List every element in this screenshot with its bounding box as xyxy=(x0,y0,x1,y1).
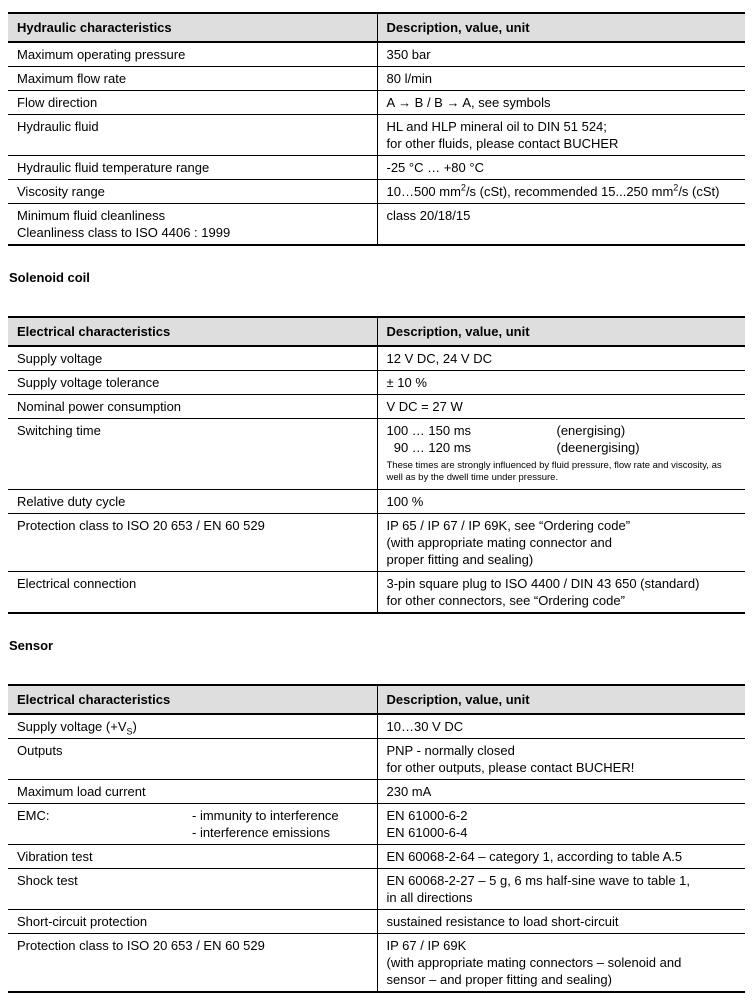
text-segment: Supply voltage xyxy=(17,351,103,366)
left-text: 100 … 150 ms xyxy=(386,423,472,438)
text-segment: in all directions xyxy=(386,890,473,905)
value-cell xyxy=(377,804,745,845)
spec-row xyxy=(8,714,745,739)
text-segment: S xyxy=(126,726,133,737)
parameter-cell xyxy=(8,42,377,67)
text-line xyxy=(17,398,369,415)
text-line xyxy=(387,118,738,135)
text-line xyxy=(387,913,738,930)
parameter-cell xyxy=(8,91,377,115)
text-line xyxy=(17,937,369,954)
text-line xyxy=(17,872,369,889)
text-line xyxy=(17,783,369,800)
value-cell xyxy=(377,180,745,204)
table-header xyxy=(8,13,745,42)
text-segment: 10…30 V DC xyxy=(386,719,464,734)
text-segment: (with appropriate mating connector and xyxy=(386,535,612,550)
text-line xyxy=(387,46,738,63)
text-line xyxy=(387,954,738,971)
value-cell xyxy=(377,934,745,993)
spec-row xyxy=(8,156,745,180)
text-line xyxy=(387,398,738,415)
right-text: (deenergising) xyxy=(556,440,640,455)
parameter-cell xyxy=(8,804,377,845)
value-cell xyxy=(377,739,745,780)
spec-row xyxy=(8,739,745,780)
parameter-cell xyxy=(8,490,377,514)
text-segment: HL and HLP mineral oil to DIN 51 524; xyxy=(386,119,607,134)
text-line xyxy=(387,718,738,735)
parameter-cell xyxy=(8,115,377,156)
text-line xyxy=(387,824,738,841)
value-cell xyxy=(377,490,745,514)
value-cell xyxy=(377,67,745,91)
text-line xyxy=(387,135,738,152)
text-line xyxy=(387,551,738,568)
text-segment: 12 V DC, 24 V DC xyxy=(386,351,492,366)
text-segment: 2 xyxy=(460,182,466,193)
text-segment: EN 60068-2-27 – 5 g, 6 ms half-sine wave to table 1, xyxy=(386,873,691,888)
text-segment: IP 67 / IP 69K xyxy=(386,938,467,953)
parameter-cell xyxy=(8,572,377,614)
text-segment: sustained resistance to load short-circuit xyxy=(386,914,619,929)
text-segment: for other outputs, please contact BUCHER! xyxy=(386,760,635,775)
parameter-cell xyxy=(8,780,377,804)
text-line xyxy=(17,575,369,592)
value-cell xyxy=(377,572,745,614)
value-cell xyxy=(377,780,745,804)
parameter-cell xyxy=(8,869,377,910)
text-segment: Hydraulic fluid temperature range xyxy=(17,160,210,175)
spec-row xyxy=(8,514,745,572)
section-heading: Solenoid coil xyxy=(9,270,90,285)
column-header-parameter: Electrical characteristics xyxy=(8,317,377,346)
value-cell xyxy=(377,156,745,180)
table-body xyxy=(8,714,745,992)
section-hydraulic-characteristics xyxy=(8,12,745,246)
text-line xyxy=(387,937,738,954)
text-segment: Maximum load current xyxy=(17,784,146,799)
text-segment: Switching time xyxy=(17,423,101,438)
parameter-cell xyxy=(8,180,377,204)
value-cell xyxy=(377,514,745,572)
text-segment: for other fluids, please contact BUCHER xyxy=(386,136,619,151)
parameter-cell xyxy=(8,204,377,246)
text-line xyxy=(387,759,738,776)
text-segment: Protection class to ISO 20 653 / EN 60 529 xyxy=(17,938,265,953)
text-line xyxy=(17,183,369,200)
spec-row xyxy=(8,490,745,514)
text-segment: V DC = 27 W xyxy=(386,399,463,414)
text-segment: 3-pin square plug to ISO 4400 / DIN 43 650 (standard) xyxy=(386,576,700,591)
header-row xyxy=(8,317,745,346)
text-line xyxy=(387,783,738,800)
text-segment: Minimum fluid cleanliness xyxy=(17,208,166,223)
text-segment: EN 60068-2-64 – category 1, according to table A.5 xyxy=(386,849,683,864)
spec-row xyxy=(8,804,745,845)
text-segment: for other connectors, see “Ordering code” xyxy=(386,593,625,608)
parameter-cell xyxy=(8,514,377,572)
value-cell xyxy=(377,115,745,156)
right-text: - immunity to interference xyxy=(192,808,339,823)
two-column-line xyxy=(17,807,369,824)
spec-row xyxy=(8,910,745,934)
spec-row xyxy=(8,395,745,419)
text-line xyxy=(17,70,369,87)
text-line xyxy=(17,422,369,439)
footnote-text: These times are strongly influenced by fluid pressure, flow rate and viscosity, as well as by the dwell time under pressure. xyxy=(386,460,722,483)
column-header-parameter: Hydraulic characteristics xyxy=(8,13,377,42)
text-segment: Relative duty cycle xyxy=(17,494,126,509)
value-cell xyxy=(377,395,745,419)
text-line xyxy=(17,207,369,224)
text-segment: Short-circuit protection xyxy=(17,914,148,929)
spec-row xyxy=(8,42,745,67)
parameter-cell xyxy=(8,67,377,91)
text-segment: 10…500 mm xyxy=(386,184,461,199)
text-segment: /s (cSt), recommended 15...250 mm xyxy=(465,184,674,199)
text-line xyxy=(387,807,738,824)
text-segment: Hydraulic fluid xyxy=(17,119,99,134)
text-segment: -25 °C … +80 °C xyxy=(386,160,484,175)
text-line xyxy=(387,374,738,391)
text-segment: Supply voltage tolerance xyxy=(17,375,160,390)
spec-row xyxy=(8,419,745,490)
table-body xyxy=(8,42,745,245)
parameter-cell xyxy=(8,395,377,419)
two-column-line xyxy=(17,824,369,841)
text-segment: 80 l/min xyxy=(386,71,433,86)
parameter-cell xyxy=(8,739,377,780)
text-line xyxy=(387,971,738,988)
section-solenoid-coil xyxy=(8,270,745,614)
parameter-cell xyxy=(8,371,377,395)
text-line xyxy=(387,872,738,889)
text-line xyxy=(17,118,369,135)
spec-row xyxy=(8,91,745,115)
text-segment: 350 bar xyxy=(386,47,431,62)
text-line xyxy=(387,517,738,534)
text-segment: proper fitting and sealing) xyxy=(386,552,534,567)
text-segment: Vibration test xyxy=(17,849,93,864)
text-line xyxy=(387,848,738,865)
left-text xyxy=(17,824,192,841)
column-header-value: Description, value, unit xyxy=(377,317,745,346)
text-segment: 2 xyxy=(673,182,679,193)
text-line xyxy=(387,70,738,87)
text-segment: Electrical connection xyxy=(17,576,137,591)
left-text: 90 … 120 ms xyxy=(386,440,472,455)
value-cell xyxy=(377,42,745,67)
text-line xyxy=(387,889,738,906)
text-segment: ) xyxy=(132,719,137,734)
value-cell xyxy=(377,419,745,490)
spec-row xyxy=(8,869,745,910)
spec-row xyxy=(8,346,745,371)
text-segment: 100 % xyxy=(386,494,424,509)
text-line xyxy=(17,848,369,865)
left-text: EMC: xyxy=(17,808,50,823)
text-line xyxy=(17,374,369,391)
parameter-cell xyxy=(8,156,377,180)
text-segment: (with appropriate mating connectors – solenoid and xyxy=(386,955,682,970)
value-cell xyxy=(377,371,745,395)
text-segment: class 20/18/15 xyxy=(386,208,471,223)
right-text: (energising) xyxy=(556,423,626,438)
text-segment: Nominal power consumption xyxy=(17,399,182,414)
text-line xyxy=(17,493,369,510)
text-segment: IP 65 / IP 67 / IP 69K, see “Ordering code” xyxy=(386,518,631,533)
section-heading: Sensor xyxy=(9,638,54,653)
spec-row xyxy=(8,371,745,395)
text-segment: Protection class to ISO 20 653 / EN 60 529 xyxy=(17,518,265,533)
text-line xyxy=(17,517,369,534)
solenoid-coil-table xyxy=(8,316,745,614)
text-segment: Cleanliness class to ISO 4406 : 1999 xyxy=(17,225,231,240)
parameter-cell xyxy=(8,934,377,993)
text-line xyxy=(387,534,738,551)
parameter-cell xyxy=(8,346,377,371)
text-segment: PNP - normally closed xyxy=(386,743,515,758)
spec-row xyxy=(8,572,745,614)
value-cell xyxy=(377,869,745,910)
text-line xyxy=(17,913,369,930)
spec-row xyxy=(8,204,745,246)
spec-row xyxy=(8,845,745,869)
text-segment: EN 61000-6-2 xyxy=(386,808,468,823)
header-row xyxy=(8,685,745,714)
text-line xyxy=(387,94,738,111)
right-text: - interference emissions xyxy=(192,825,330,840)
spec-row xyxy=(8,115,745,156)
parameter-cell xyxy=(8,845,377,869)
text-line xyxy=(387,183,738,200)
parameter-cell xyxy=(8,714,377,739)
text-segment: sensor – and proper fitting and sealing) xyxy=(386,972,612,987)
text-line xyxy=(17,350,369,367)
text-segment: Viscosity range xyxy=(17,184,105,199)
text-segment: EN 61000-6-4 xyxy=(386,825,468,840)
column-header-value: Description, value, unit xyxy=(377,13,745,42)
spec-row xyxy=(8,780,745,804)
parameter-cell xyxy=(8,419,377,490)
text-line xyxy=(17,159,369,176)
spec-row xyxy=(8,180,745,204)
spec-row xyxy=(8,67,745,91)
value-cell xyxy=(377,204,745,246)
header-row xyxy=(8,13,745,42)
column-header-parameter: Electrical characteristics xyxy=(8,685,377,714)
text-segment: 230 mA xyxy=(386,784,432,799)
text-segment: ± 10 % xyxy=(386,375,427,390)
text-line xyxy=(17,718,369,735)
hydraulic-characteristics-table xyxy=(8,12,745,246)
text-line xyxy=(387,207,738,224)
table-header xyxy=(8,317,745,346)
text-segment: Shock test xyxy=(17,873,78,888)
text-line xyxy=(387,350,738,367)
value-cell xyxy=(377,346,745,371)
text-line xyxy=(17,46,369,63)
spec-row xyxy=(8,934,745,993)
column-header-value: Description, value, unit xyxy=(377,685,745,714)
text-segment: A → B / B → A, see symbols xyxy=(386,95,551,110)
parameter-cell xyxy=(8,910,377,934)
table-header xyxy=(8,685,745,714)
text-segment: Supply voltage (+V xyxy=(17,719,127,734)
text-line xyxy=(387,575,738,592)
value-cell xyxy=(377,714,745,739)
text-line xyxy=(387,742,738,759)
text-segment: Maximum flow rate xyxy=(17,71,127,86)
text-line xyxy=(17,224,369,241)
text-segment: Maximum operating pressure xyxy=(17,47,186,62)
text-segment: Outputs xyxy=(17,743,63,758)
text-line xyxy=(17,742,369,759)
text-line xyxy=(387,493,738,510)
value-cell xyxy=(377,910,745,934)
table-body xyxy=(8,346,745,613)
value-cell xyxy=(377,845,745,869)
text-segment: Flow direction xyxy=(17,95,98,110)
text-line xyxy=(387,592,738,609)
two-column-line xyxy=(387,439,738,456)
sensor-table xyxy=(8,684,745,993)
text-segment: /s (cSt) xyxy=(678,184,720,199)
text-line xyxy=(17,94,369,111)
two-column-line xyxy=(387,422,738,439)
text-line xyxy=(387,159,738,176)
value-cell xyxy=(377,91,745,115)
section-sensor xyxy=(8,638,745,993)
